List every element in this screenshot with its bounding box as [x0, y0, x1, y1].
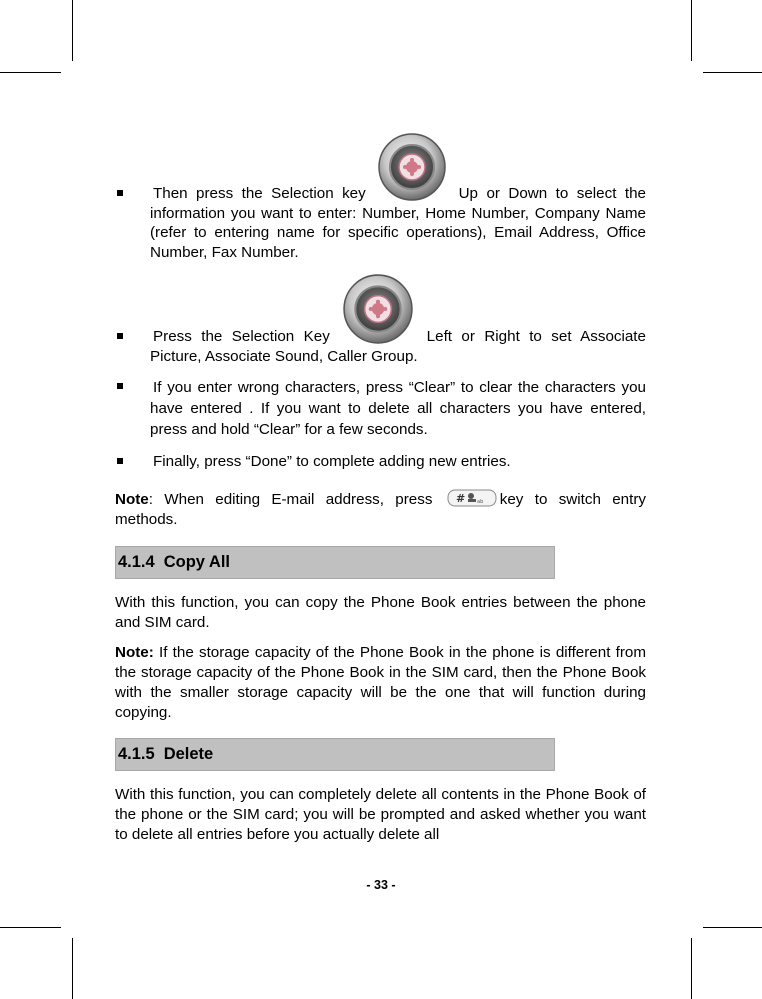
section-heading-delete [115, 738, 555, 771]
crop-mark [0, 72, 61, 73]
bullet-text: If you enter wrong characters, press “Clear” to clear the characters you have entered . If you want to delete all characters you have entered, press and hold “Clear” for a few seconds. [150, 379, 646, 438]
delete-paragraph [115, 785, 646, 845]
crop-mark [703, 927, 762, 928]
svg-text:#: # [455, 491, 465, 505]
bullet-square-icon [117, 458, 123, 464]
section-number: 4.1.4 [118, 552, 155, 571]
bullet-text: Finally, press “Done” to complete adding new entries. [153, 453, 511, 470]
bullet-square-icon [117, 333, 123, 339]
section-number: 4.1.5 [118, 744, 155, 763]
bullet-text: Left or Right to set Associate [426, 328, 646, 345]
svg-text:ab: ab [476, 498, 484, 505]
crop-mark [72, 0, 73, 61]
crop-mark [691, 0, 692, 61]
note-paragraph [115, 489, 646, 530]
note-label: Note: [115, 643, 154, 661]
note-text: : When editing E-mail address, press [148, 490, 433, 508]
selection-key-icon [342, 273, 414, 345]
bullet-text: Picture, Associate Sound, Caller Group. [150, 347, 418, 365]
selection-key-icon [377, 132, 447, 202]
section-heading-copy-all [115, 546, 555, 579]
section-title: Copy All [163, 552, 231, 571]
note-text: If the storage capacity of the Phone Book in the phone is different from the storage capacity of the Phone Book in the SIM card, then the Phone Book with the smaller storage capacity will be the one that will function during copying. [115, 643, 646, 721]
note-label: Note [115, 490, 149, 508]
list-item [115, 282, 646, 366]
bullet-text: Press the Selection Key [153, 328, 330, 345]
bullet-square-icon [117, 190, 123, 196]
bullet-text: Up or Down to select the [458, 185, 646, 202]
section-title: Delete [163, 744, 214, 763]
bullet-text: Then press the Selection key [153, 185, 366, 202]
paragraph-text: With this function, you can copy the Phone Book entries between the phone and SIM card. [115, 593, 646, 631]
crop-mark [703, 72, 762, 73]
bullet-square-icon [117, 383, 123, 389]
crop-mark [72, 938, 73, 999]
note-text: key to switch entry methods. [115, 490, 646, 528]
page-number: - 33 - [366, 878, 396, 892]
hash-key-icon [447, 489, 497, 507]
list-item [115, 124, 646, 262]
list-item [115, 377, 646, 440]
bullet-text: information you want to enter: Number, Home Number, Company Name (refer to entering name for specific operations), Email Address, Office Number, Fax Number. [150, 204, 646, 261]
crop-mark [0, 927, 61, 928]
paragraph-text: With this function, you can completely delete all contents in the Phone Book of the phone or the SIM card; you will be prompted and asked whether you want to delete all entries before you actually delete all [115, 785, 646, 843]
crop-mark [691, 938, 692, 999]
copy-all-note [115, 643, 646, 723]
list-item [115, 452, 646, 472]
copy-all-paragraph [115, 593, 646, 633]
page-content [115, 124, 646, 845]
